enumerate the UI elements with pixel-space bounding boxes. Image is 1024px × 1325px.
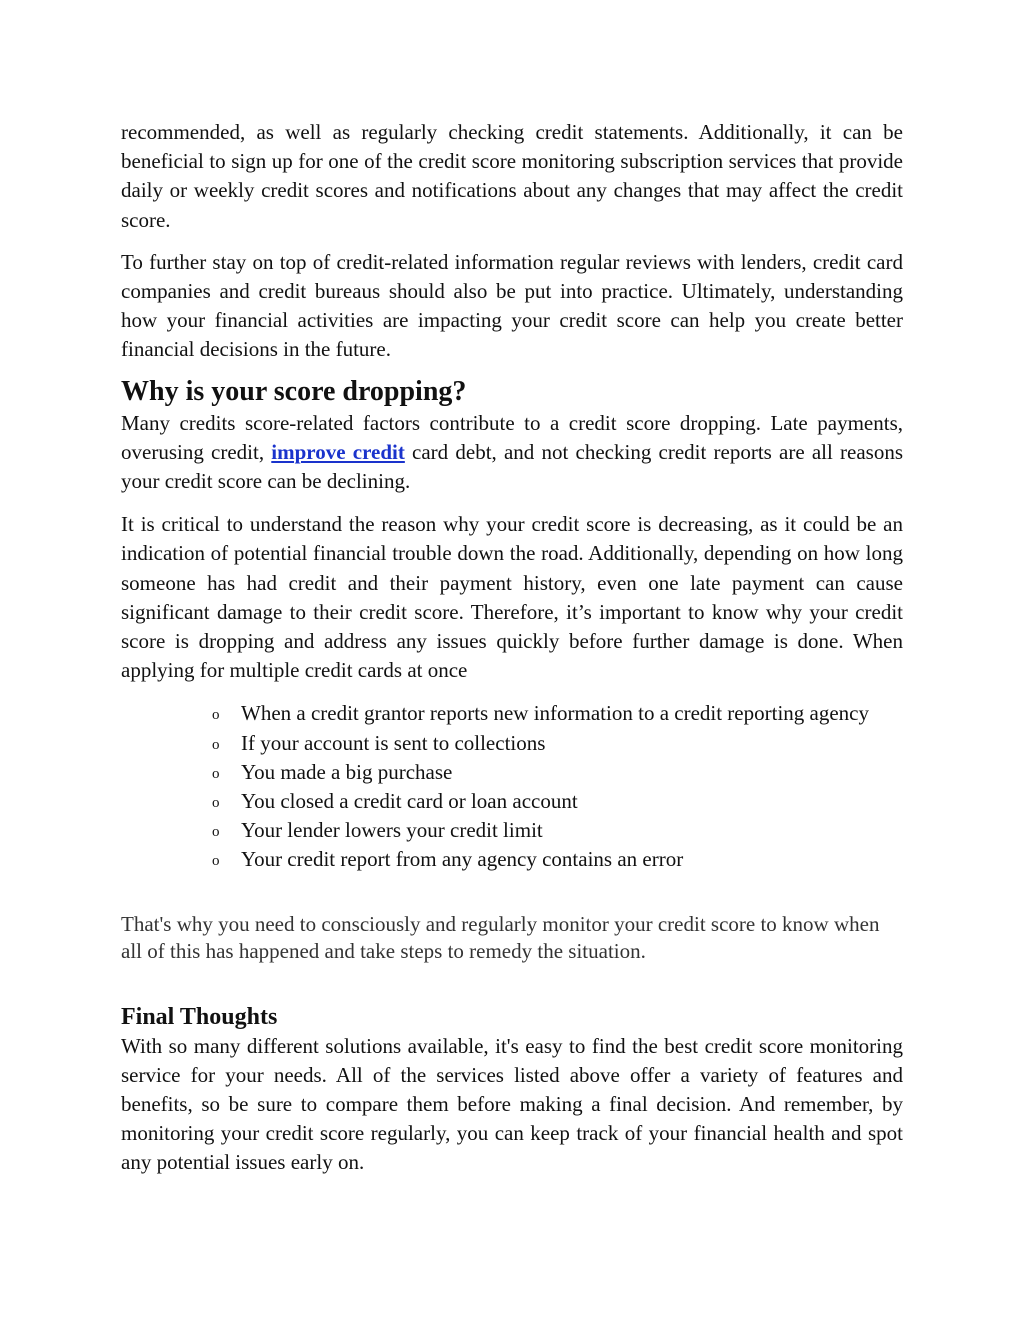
- dropping-paragraph-2: It is critical to understand the reason why your credit score is decreasing, as it could be an indication of potential financial trouble down the road. Additionally, depending on how long someone has had credit and their payment history, even one late payment can cause significant damage to their credit score. Therefore, it’s important to know why your credit score is dropping and address any issues quickly before further damage is done. When applying for multiple credit cards at once: [121, 512, 903, 683]
- improve-credit-link[interactable]: improve credit: [271, 439, 405, 464]
- bullet-icon: o: [212, 853, 220, 870]
- document-page: [121, 118, 903, 1178]
- bullet-icon: o: [212, 824, 220, 841]
- bullet-icon: o: [212, 795, 220, 812]
- list-item-text: When a credit grantor reports new information to a credit reporting agency: [241, 701, 870, 726]
- list-item: [212, 729, 903, 758]
- list-item-text: Your credit report from any agency contains an error: [241, 847, 684, 872]
- intro-paragraph-2: To further stay on top of credit-related information regular reviews with lenders, credit card companies and credit bureaus should also be put into practice. Ultimately, understanding how your financial activities are impacting your credit score can help you create better financial decisions in the future.: [121, 249, 903, 362]
- dropping-paragraph-1-start: Many credits score-related factors contribute to a credit score dropping. Late payments, overusing credit,: [121, 410, 903, 464]
- final-thoughts-paragraph: With so many different solutions available, it's easy to find the best credit score monitoring service for your needs. All of the services listed above offer a variety of features and benefits, so be sure to compare them before making a final decision. And remember, by monitoring your credit score regularly, you can keep track of your financial health and spot any potential issues early on.: [121, 1033, 903, 1175]
- intro-paragraph-1: recommended, as well as regularly checking credit statements. Additionally, it can be beneficial to sign up for one of the credit score monitoring subscription services that provide daily or weekly credit scores and notifications about any changes that may affect the credit score.: [121, 120, 903, 232]
- dropping-paragraph-1-end: card debt, and not checking credit reports are all reasons your credit score can be declining.: [121, 439, 904, 494]
- bullet-icon: o: [212, 707, 220, 724]
- list-item-text: You made a big purchase: [241, 759, 453, 784]
- dropping-paragraph-1: [121, 409, 903, 497]
- monitoring-summary-paragraph: That's why you need to consciously and regularly monitor your credit score to know when all of this has happened and take steps to remedy the situation.: [121, 911, 880, 964]
- bullet-icon: o: [212, 765, 220, 782]
- list-item: [212, 787, 903, 816]
- list-item: [212, 699, 903, 728]
- list-item-text: Your lender lowers your credit limit: [241, 818, 543, 843]
- list-item: [212, 845, 903, 874]
- section-heading-score-dropping: Why is your score dropping?: [121, 375, 467, 407]
- bullet-icon: o: [212, 736, 220, 753]
- section-heading-final-thoughts: Final Thoughts: [121, 1003, 278, 1030]
- list-item: [212, 816, 903, 845]
- list-item: [212, 758, 903, 787]
- list-item-text: You closed a credit card or loan account: [241, 789, 578, 814]
- list-item-text: If your account is sent to collections: [241, 730, 546, 755]
- reasons-list: [121, 699, 903, 874]
